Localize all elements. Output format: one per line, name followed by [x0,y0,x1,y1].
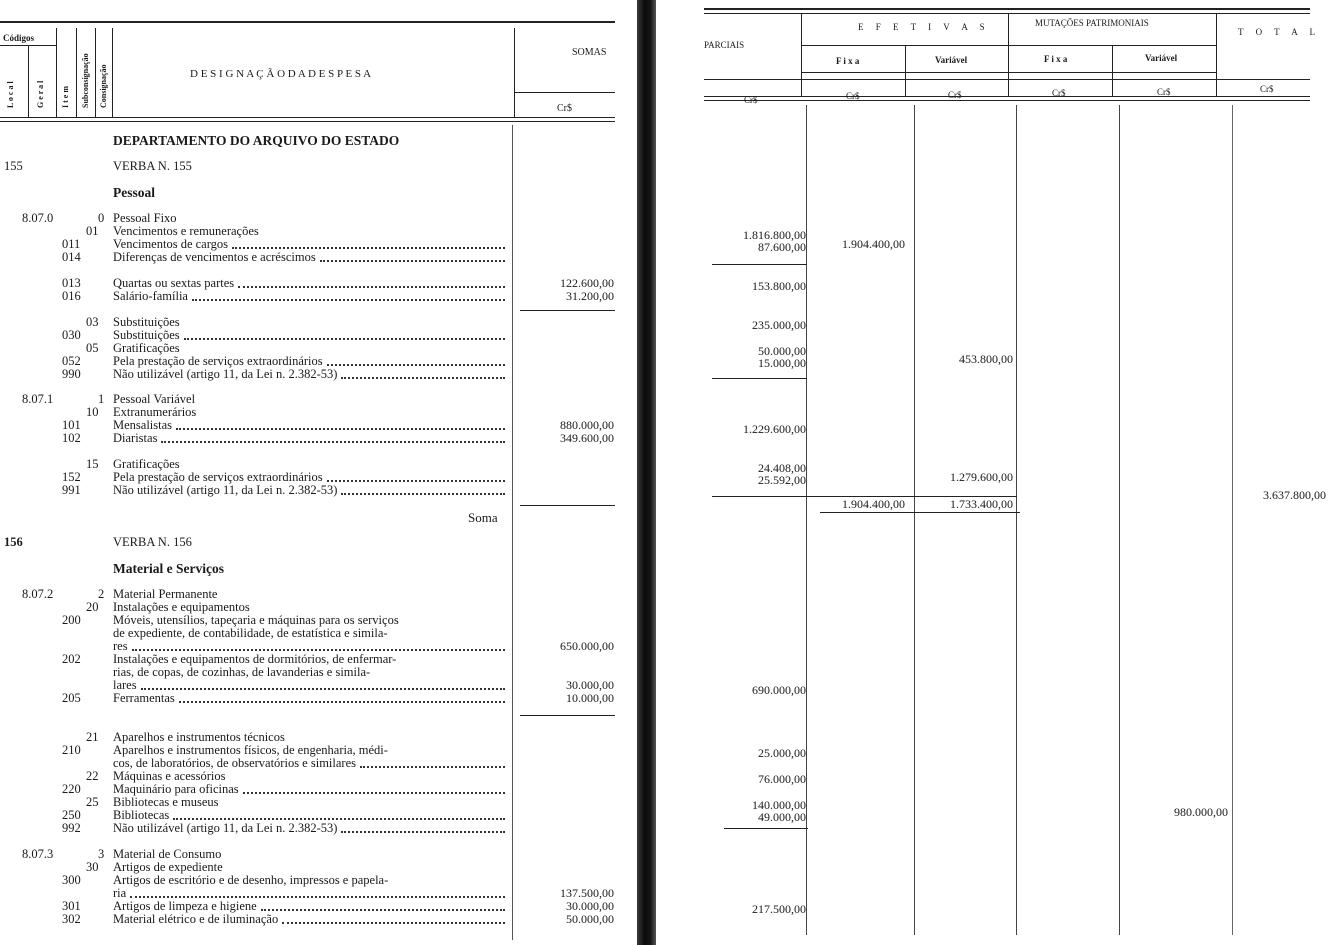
consignacao-code: 3 [98,847,105,861]
expense-description: Material de Consumo [113,847,222,861]
value-variavel: 1.733.400,00 [950,497,1013,511]
expense-description: DEPARTAMENTO DO ARQUIVO DO ESTADO [113,133,400,148]
value-parciais: 153.800,00 [752,279,806,293]
body-col-divider [1232,105,1233,935]
expense-description: Aparelhos e instrumentos técnicos [113,730,285,744]
item-code: 052 [62,354,81,368]
item-code: 013 [62,276,81,290]
header-bottom-rule [704,96,1310,97]
header-bottom-rule [0,117,615,118]
header-somas: SOMAS [572,47,607,58]
header-mut-variavel-currency: Cr$ [1157,87,1171,97]
expense-description: Ferramentas [113,691,175,705]
expense-description: Artigos de expediente [113,860,223,874]
consignacao-code: 15 [86,457,99,471]
item-code: 991 [62,483,81,497]
header-total-currency: Cr$ [1260,84,1274,94]
body-col-divider [512,125,513,940]
header-mutacoes-variavel: Variável [1145,53,1178,63]
consignacao-code: 01 [86,224,99,238]
col-divider [56,28,57,117]
col-divider [112,28,113,117]
leader-dots [179,692,505,703]
subtotal-rule [712,378,807,379]
header-geral: G e r a l [36,80,45,108]
soma-value: 30.000,00 [566,678,614,692]
consignacao-code: 30 [86,860,99,874]
value-parciais: 49.000,00 [758,810,806,824]
expense-description: Gratificações [113,457,180,471]
value-parciais: 87.600,00 [758,240,806,254]
expense-description: Material e Serviços [113,561,224,576]
subtotal-rule [520,715,615,716]
soma-value: 31.200,00 [566,289,614,303]
expense-description: Mensalistas [113,418,173,432]
value-parciais: 1.229.600,00 [743,422,806,436]
header-top-rule-2 [704,13,1310,14]
col-divider [1008,14,1009,96]
soma-value: 50.000,00 [566,912,614,926]
body-col-divider [806,105,807,935]
value-mut-variavel: 980.000,00 [1174,805,1228,819]
item-code: 014 [62,250,81,264]
value-variavel: 453.800,00 [959,352,1013,366]
soma-value: 10.000,00 [566,691,614,705]
subtotal-rule [712,264,807,265]
value-parciais: 25.000,00 [758,746,806,760]
consignacao-code: 21 [86,730,99,744]
expense-description: Pessoal Variável [113,392,196,406]
header-codigos: Códigos [3,33,35,43]
leader-dots [132,640,505,651]
header-parciais-currency: Cr$ [744,95,758,105]
leader-dots [184,329,505,340]
local-code: 8.07.2 [22,587,54,601]
header-top-rule [0,21,615,23]
leader-dots [327,355,505,366]
item-code: 250 [62,808,81,822]
soma-value: 880.000,00 [560,418,614,432]
expense-description: Instalações e equipamentos de dormitórios, de enfermar- [113,652,397,666]
expense-description: Salário-família [113,289,188,303]
consignacao-code: 1 [98,392,105,406]
subtotal-rule [724,828,808,829]
expense-description: Artigos de limpeza e higiene [113,899,257,913]
subtotal-rule [520,310,615,311]
expense-description: de expediente, de contabilidade, de estatística e simila- [113,626,388,640]
item-code: 990 [62,367,81,381]
value-parciais: 217.500,00 [752,902,806,916]
consignacao-code: 25 [86,795,99,809]
soma-value: 349.600,00 [560,431,614,445]
leader-dots [341,368,505,379]
value-parciais: 690.000,00 [752,683,806,697]
item-code: 220 [62,782,81,796]
body-col-divider [1016,105,1017,935]
expense-description: Aparelhos e instrumentos físicos, de engenharia, médi- [113,743,388,757]
soma-label: Soma [468,510,498,525]
expense-description: Diferenças de vencimentos e acréscimos [113,250,316,264]
header-local: L o c a l [6,81,15,108]
item-code: 992 [62,821,81,835]
local-code: 8.07.1 [22,392,54,406]
subtotal-rule [520,505,615,506]
col-divider [95,28,96,117]
leader-dots [327,471,505,482]
total-rule [820,512,1020,513]
consignacao-code: 0 [98,211,105,225]
body-col-divider [914,105,915,935]
header-efetivas-fixa: F i x a [836,56,860,66]
value-total: 3.637.800,00 [1263,488,1326,502]
expense-description: Maquinário para oficinas [113,782,239,796]
soma-value: 650.000,00 [560,639,614,653]
local-code: 8.07.3 [22,847,54,861]
col-divider [76,28,77,117]
consignacao-code: 20 [86,600,99,614]
somas-currency-rule [514,92,615,93]
col-divider [28,46,29,117]
header-item: I t e m [61,86,70,108]
value-parciais: 24.408,00 [758,461,806,475]
expense-description: Móveis, utensílios, tapeçaria e máquinas para os serviços [113,613,399,627]
leader-dots [141,679,505,690]
consignacao-code: 05 [86,341,99,355]
expense-description: Pela prestação de serviços extraordinários [113,470,323,484]
value-parciais: 50.000,00 [758,344,806,358]
leader-dots [282,913,505,924]
item-code: 152 [62,470,81,484]
value-variavel: 1.279.600,00 [950,470,1013,484]
header-designacao: D E S I G N A Ç Ã O D A D E S P E S A [190,68,372,80]
subtotal-rule [712,496,1017,497]
item-code: 302 [62,912,81,926]
expense-description: Material Permanente [113,587,218,601]
leader-dots [341,822,505,833]
item-code: 200 [62,613,81,627]
expense-description: Não utilizável (artigo 11, da Lei n. 2.382-53) [113,367,338,381]
header-efetivas: E F E T I V A S [858,22,990,32]
header-top-rule [704,8,1310,10]
header-mutacoes: MUTAÇÕES PATRIMONIAIS [1035,18,1149,28]
expense-description: Bibliotecas e museus [113,795,219,809]
leader-dots [238,277,505,288]
header-variavel-currency: Cr$ [948,90,962,100]
value-parciais: 140.000,00 [752,798,806,812]
item-code: 016 [62,289,81,303]
book-binding [637,0,656,945]
body-col-divider [1119,105,1120,935]
codigos-underline [0,45,56,46]
header-bottom-rule-2 [0,121,615,122]
consignacao-code: 10 [86,405,99,419]
expense-description: Pessoal [113,185,155,200]
expense-description: Quartas ou sextas partes [113,276,235,290]
expense-description: Diaristas [113,431,158,445]
header-bottom-rule-2 [704,100,1310,101]
expense-description: Não utilizável (artigo 11, da Lei n. 2.382-53) [113,821,338,835]
header-consignacao: Consignação [99,64,108,108]
value-fixa: 1.904.400,00 [842,237,905,251]
expense-description: Vencimentos e remunerações [113,224,259,238]
expense-description: Pela prestação de serviços extraordinários [113,354,323,368]
expense-description: Não utilizável (artigo 11, da Lei n. 2.382-53) [113,483,338,497]
soma-value: 30.000,00 [566,899,614,913]
expense-description: Material elétrico e de iluminação [113,912,279,926]
item-code: 300 [62,873,81,887]
expense-description: Máquinas e acessórios [113,769,226,783]
value-parciais: 15.000,00 [758,356,806,370]
expense-description: lares [113,678,137,692]
leader-dots [261,900,505,911]
item-code: 101 [62,418,81,432]
expense-description: Instalações e equipamentos [113,600,250,614]
expense-description: Gratificações [113,341,180,355]
expense-description: Artigos de escritório e de desenho, impressos e papela- [113,873,389,887]
header-parciais: PARCIAIS [704,40,745,50]
consignacao-code: 22 [86,769,99,783]
item-code: 301 [62,899,81,913]
consignacao-code: 2 [98,587,105,601]
expense-description: Vencimentos de cargos [113,237,229,251]
header-mut-fixa-currency: Cr$ [1052,88,1066,98]
value-parciais: 1.816.800,00 [743,228,806,242]
soma-value: 122.600,00 [560,276,614,290]
leader-dots [161,432,505,443]
currency-rule [704,79,1310,80]
leader-dots [360,757,505,768]
item-code: 102 [62,431,81,445]
expense-description: Bibliotecas [113,808,170,822]
local-code: 156 [4,535,23,549]
expense-description: Substituições [113,328,180,342]
local-code: 155 [4,159,23,173]
value-parciais: 235.000,00 [752,318,806,332]
expense-description: Extranumerários [113,405,197,419]
item-code: 030 [62,328,81,342]
col-divider [1112,45,1113,96]
expense-description: VERBA N. 155 [113,159,192,173]
col-divider [1216,14,1217,96]
leader-dots [243,783,505,794]
header-fixa-currency: Cr$ [846,91,860,101]
expense-description: res [113,639,128,653]
item-code: 205 [62,691,81,705]
soma-value: 137.500,00 [560,886,614,900]
header-efetivas-variavel: Variável [935,55,968,65]
item-code: 202 [62,652,81,666]
header-mutacoes-fixa: F i x a [1044,54,1068,64]
item-code: 210 [62,743,81,757]
col-divider-somas [514,28,515,117]
consignacao-code: 03 [86,315,99,329]
local-code: 8.07.0 [22,211,54,225]
expense-description: rias, de copas, de cozinhas, de lavanderias e simila- [113,665,371,679]
col-divider [801,14,802,96]
col-divider [905,45,906,96]
item-code: 011 [62,237,81,251]
expense-description: ria [113,886,127,900]
leader-dots [173,809,505,820]
header-subconsignacao: Subconsignação [81,53,90,108]
expense-description: cos, de laboratórios, de observatórios e similares [113,756,356,770]
leader-dots [176,419,505,430]
expense-description: Pessoal Fixo [113,211,177,225]
expense-description: VERBA N. 156 [113,535,192,549]
header-somas-currency: Cr$ [557,103,572,114]
value-parciais: 25.592,00 [758,473,806,487]
leader-dots [341,484,505,495]
leader-dots [192,290,505,301]
header-total: T O T A L [1238,27,1321,37]
expense-description: Substituições [113,315,180,329]
leader-dots [232,238,505,249]
leader-dots [320,251,505,262]
leader-dots [130,887,505,898]
value-parciais: 76.000,00 [758,772,806,786]
value-fixa: 1.904.400,00 [842,497,905,511]
